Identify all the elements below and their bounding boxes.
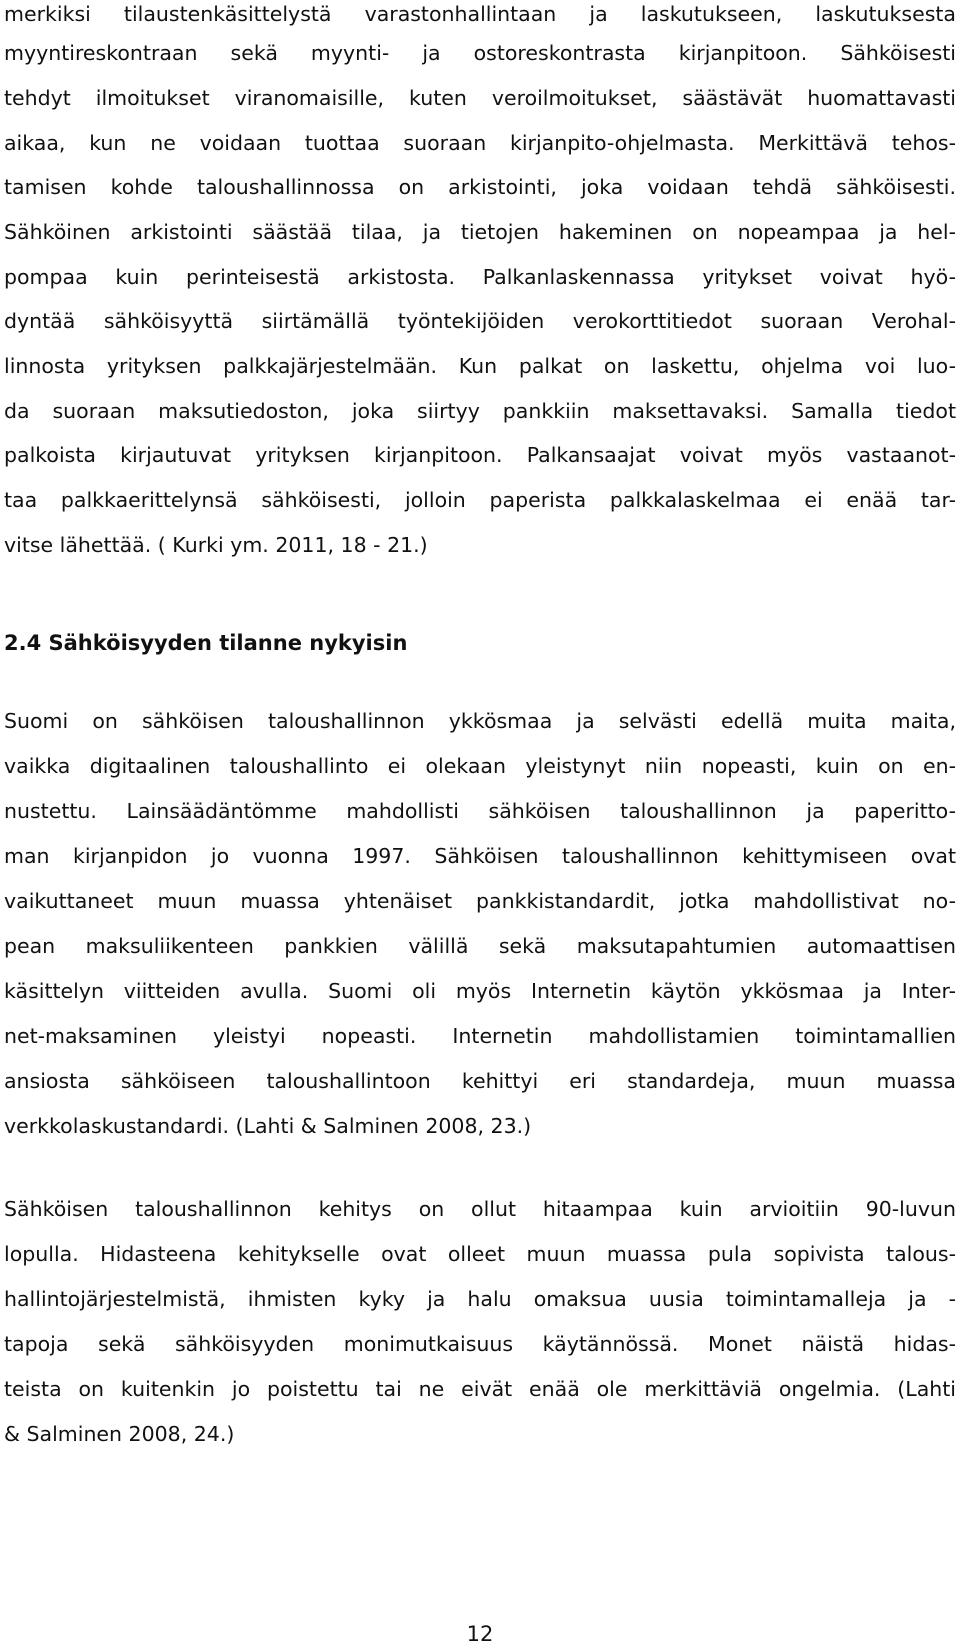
- paragraph-line: Sähköisen taloushallinnon kehitys on ollut hitaampaa kuin arvioitiin 90-luvun: [4, 1197, 956, 1221]
- paragraph-line: pompaa kuin perinteisestä arkistosta. Palkanlaskennassa yritykset voivat hyö-: [4, 265, 956, 289]
- paragraph-line: palkoista kirjautuvat yrityksen kirjanpitoon. Palkansaajat voivat myös vastaanot-: [4, 443, 956, 467]
- page-number: 12: [466, 1622, 494, 1646]
- paragraph-line: net-maksaminen yleistyi nopeasti. Internetin mahdollistamien toimintamallien: [4, 1024, 956, 1048]
- paragraph-line: nustettu. Lainsäädäntömme mahdollisti sähköisen taloushallinnon ja paperitto-: [4, 799, 956, 823]
- paragraph-line: merkiksi tilaustenkäsittelystä varastonhallintaan ja laskutukseen, laskutuksesta: [4, 2, 956, 26]
- paragraph-line: dyntää sähköisyyttä siirtämällä työntekijöiden verokorttitiedot suoraan Verohal-: [4, 309, 956, 333]
- paragraph-line: vaikuttaneet muun muassa yhtenäiset pankkistandardit, jotka mahdollistivat no-: [4, 889, 956, 913]
- paragraph-line: myyntireskontraan sekä myynti- ja ostoreskontrasta kirjanpitoon. Sähköisesti: [4, 41, 956, 65]
- section-heading: 2.4 Sähköisyyden tilanne nykyisin: [4, 631, 408, 655]
- paragraph-line: teista on kuitenkin jo poistettu tai ne eivät enää ole merkittäviä ongelmia. (Lahti: [4, 1377, 956, 1401]
- paragraph-line: tehdyt ilmoitukset viranomaisille, kuten veroilmoitukset, säästävät huomattavasti: [4, 86, 956, 110]
- paragraph-line: linnosta yrityksen palkkajärjestelmään. Kun palkat on laskettu, ohjelma voi luo-: [4, 354, 956, 378]
- paragraph-line: da suoraan maksutiedoston, joka siirtyy pankkiin maksettavaksi. Samalla tiedot: [4, 399, 956, 423]
- paragraph-line: ansiosta sähköiseen taloushallintoon kehittyi eri standardeja, muun muassa: [4, 1069, 956, 1093]
- paragraph-line: man kirjanpidon jo vuonna 1997. Sähköisen taloushallinnon kehittymiseen ovat: [4, 844, 956, 868]
- paragraph-line: & Salminen 2008, 24.): [4, 1422, 235, 1446]
- paragraph-line: vitse lähettää. ( Kurki ym. 2011, 18 - 21.): [4, 533, 428, 557]
- paragraph-line: vaikka digitaalinen taloushallinto ei olekaan yleistynyt niin nopeasti, kuin on en-: [4, 754, 956, 778]
- paragraph-line: pean maksuliikenteen pankkien välillä sekä maksutapahtumien automaattisen: [4, 934, 956, 958]
- paragraph-line: verkkolaskustandardi. (Lahti & Salminen 2008, 23.): [4, 1114, 532, 1138]
- paragraph-line: tamisen kohde taloushallinnossa on arkistointi, joka voidaan tehdä sähköisesti.: [4, 175, 956, 199]
- paragraph-line: käsittelyn viitteiden avulla. Suomi oli myös Internetin käytön ykkösmaa ja Inter-: [4, 979, 956, 1003]
- paragraph-line: Sähköinen arkistointi säästää tilaa, ja tietojen hakeminen on nopeampaa ja hel-: [4, 220, 956, 244]
- paragraph-line: Suomi on sähköisen taloushallinnon ykkösmaa ja selvästi edellä muita maita,: [4, 709, 956, 733]
- paragraph-line: taa palkkaerittelynsä sähköisesti, jolloin paperista palkkalaskelmaa ei enää tar-: [4, 488, 956, 512]
- paragraph-line: hallintojärjestelmistä, ihmisten kyky ja halu omaksua uusia toimintamalleja ja -: [4, 1287, 956, 1311]
- paragraph-line: aikaa, kun ne voidaan tuottaa suoraan kirjanpito-ohjelmasta. Merkittävä tehos-: [4, 131, 956, 155]
- paragraph-line: lopulla. Hidasteena kehitykselle ovat olleet muun muassa pula sopivista talous-: [4, 1242, 956, 1266]
- paragraph-line: tapoja sekä sähköisyyden monimutkaisuus käytännössä. Monet näistä hidas-: [4, 1332, 956, 1356]
